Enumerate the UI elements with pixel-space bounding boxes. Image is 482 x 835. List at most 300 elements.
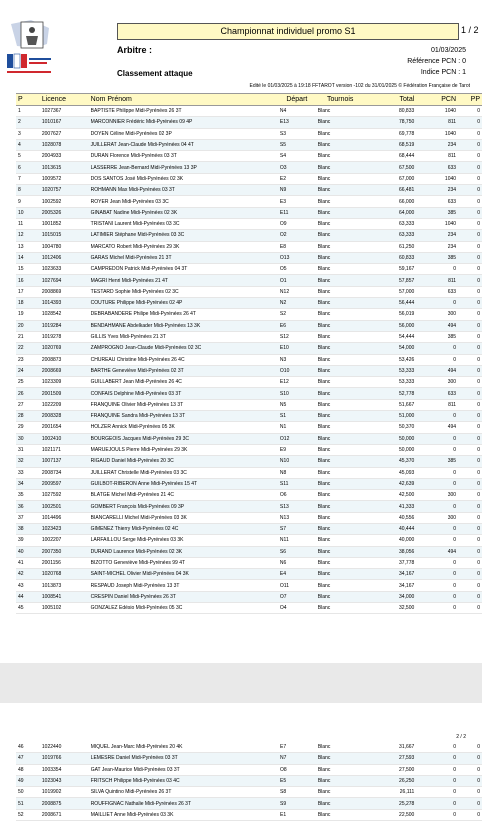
table-row bbox=[16, 742, 482, 753]
cell-tournois: Blanc bbox=[316, 275, 365, 286]
cell-position: 36 bbox=[16, 501, 40, 512]
ranking-table-continued bbox=[16, 742, 482, 821]
table-row bbox=[16, 444, 482, 455]
cell-pp: 0 bbox=[458, 173, 482, 184]
cell-tournois: Blanc bbox=[316, 591, 365, 602]
cell-name: FRANQUINE Sandra Midi-Pyrénées 13 3T bbox=[89, 411, 278, 422]
cell-position: 18 bbox=[16, 298, 40, 309]
cell-name: GUILBOT-RIBERON Anne Midi-Pyrénées 15 4T bbox=[89, 478, 278, 489]
cell-depart: E4 bbox=[278, 569, 316, 580]
cell-pcn: 0 bbox=[416, 764, 458, 775]
cell-total: 56,000 bbox=[365, 320, 417, 331]
cell-total: 68,519 bbox=[365, 139, 417, 150]
cell-depart: S11 bbox=[278, 478, 316, 489]
cell-total: 22,500 bbox=[365, 809, 417, 820]
cell-depart: O4 bbox=[278, 603, 316, 614]
cell-depart: S6 bbox=[278, 546, 316, 557]
cell-depart: O10 bbox=[278, 365, 316, 376]
cell-pcn: 0 bbox=[416, 591, 458, 602]
cell-pcn: 385 bbox=[416, 331, 458, 342]
cell-depart: N8 bbox=[278, 467, 316, 478]
cell-pp: 0 bbox=[458, 569, 482, 580]
cell-total: 41,333 bbox=[365, 501, 417, 512]
cell-total: 32,500 bbox=[365, 603, 417, 614]
cell-licence: 1019278 bbox=[40, 331, 89, 342]
cell-tournois: Blanc bbox=[316, 196, 365, 207]
cell-pp: 0 bbox=[458, 298, 482, 309]
cell-pp: 0 bbox=[458, 331, 482, 342]
page-number-2: 2 / 2 bbox=[456, 734, 466, 740]
cell-tournois: Blanc bbox=[316, 580, 365, 591]
cell-depart: E12 bbox=[278, 377, 316, 388]
cell-pp: 0 bbox=[458, 742, 482, 753]
cell-name: ROYER Jean Midi-Pyrénées 03 3C bbox=[89, 196, 278, 207]
cell-total: 61,250 bbox=[365, 241, 417, 252]
cell-tournois: Blanc bbox=[316, 501, 365, 512]
cell-name: ZAMPROGNO Jean-Claude Midi-Pyrénées 02 3C bbox=[89, 343, 278, 354]
cell-pcn: 0 bbox=[416, 467, 458, 478]
cell-position: 33 bbox=[16, 467, 40, 478]
cell-total: 45,370 bbox=[365, 456, 417, 467]
cell-licence: 1019766 bbox=[40, 753, 89, 764]
cell-pcn: 1040 bbox=[416, 128, 458, 139]
page-number: 1 / 2 bbox=[461, 25, 479, 35]
cell-pcn: 385 bbox=[416, 207, 458, 218]
cell-depart: O7 bbox=[278, 591, 316, 602]
table-row bbox=[16, 546, 482, 557]
cell-tournois: Blanc bbox=[316, 787, 365, 798]
cell-name: GAT Jean-Maurice Midi-Pyrénées 03 3T bbox=[89, 764, 278, 775]
cell-depart: O8 bbox=[278, 764, 316, 775]
table-row bbox=[16, 264, 482, 275]
cell-depart: N2 bbox=[278, 298, 316, 309]
cell-tournois: Blanc bbox=[316, 535, 365, 546]
cell-pcn: 0 bbox=[416, 523, 458, 534]
cell-pcn: 1040 bbox=[416, 218, 458, 229]
cell-name: MAILLIET Anne Midi-Pyrénées 03 3K bbox=[89, 809, 278, 820]
cell-depart: S3 bbox=[278, 128, 316, 139]
cell-tournois: Blanc bbox=[316, 241, 365, 252]
cell-pcn: 0 bbox=[416, 501, 458, 512]
ranking-title: Classement attaque bbox=[117, 69, 193, 78]
cell-licence: 1020768 bbox=[40, 569, 89, 580]
cell-total: 53,333 bbox=[365, 377, 417, 388]
cell-name: GUILLABERT Jean Midi-Pyrénées 26 4C bbox=[89, 377, 278, 388]
table-row bbox=[16, 422, 482, 433]
cell-pp: 0 bbox=[458, 343, 482, 354]
table-row bbox=[16, 162, 482, 173]
cell-licence: 1022440 bbox=[40, 742, 89, 753]
cell-tournois: Blanc bbox=[316, 456, 365, 467]
cell-pcn: 385 bbox=[416, 456, 458, 467]
cell-name: GIMENEZ Thierry Midi-Pyrénées 02 4C bbox=[89, 523, 278, 534]
cell-licence: 1013873 bbox=[40, 580, 89, 591]
cell-total: 25,278 bbox=[365, 798, 417, 809]
date: 01/03/2025 bbox=[430, 47, 466, 54]
cell-tournois: Blanc bbox=[316, 764, 365, 775]
cell-licence: 2004933 bbox=[40, 151, 89, 162]
cell-position: 4 bbox=[16, 139, 40, 150]
table-row bbox=[16, 580, 482, 591]
table-row bbox=[16, 411, 482, 422]
cell-total: 63,333 bbox=[365, 218, 417, 229]
cell-total: 53,333 bbox=[365, 365, 417, 376]
cell-pp: 0 bbox=[458, 241, 482, 252]
cell-depart: E6 bbox=[278, 320, 316, 331]
table-row bbox=[16, 388, 482, 399]
cell-name: LARFAILLOU Serge Midi-Pyrénées 03 3K bbox=[89, 535, 278, 546]
table-row bbox=[16, 185, 482, 196]
cell-pp: 0 bbox=[458, 117, 482, 128]
cell-pp: 0 bbox=[458, 809, 482, 820]
table-row bbox=[16, 309, 482, 320]
cell-pp: 0 bbox=[458, 444, 482, 455]
cell-position: 24 bbox=[16, 365, 40, 376]
cell-name: MAGRI Henri Midi-Pyrénées 21 4T bbox=[89, 275, 278, 286]
col-header-pcn: PCN bbox=[416, 94, 458, 106]
cell-total: 34,167 bbox=[365, 569, 417, 580]
col-header-depart: Départ bbox=[278, 94, 316, 106]
cell-licence: 1003354 bbox=[40, 764, 89, 775]
cell-pp: 0 bbox=[458, 218, 482, 229]
cell-depart: N9 bbox=[278, 185, 316, 196]
cell-tournois: Blanc bbox=[316, 128, 365, 139]
table-row bbox=[16, 467, 482, 478]
cell-tournois: Blanc bbox=[316, 433, 365, 444]
meta-info bbox=[407, 45, 466, 78]
cell-depart: N12 bbox=[278, 286, 316, 297]
cell-pcn: 0 bbox=[416, 343, 458, 354]
cell-tournois: Blanc bbox=[316, 411, 365, 422]
cell-position: 10 bbox=[16, 207, 40, 218]
cell-position: 46 bbox=[16, 742, 40, 753]
cell-position: 48 bbox=[16, 764, 40, 775]
cell-position: 20 bbox=[16, 320, 40, 331]
cell-total: 57,857 bbox=[365, 275, 417, 286]
cell-name: COUTURE Philippe Midi-Pyrénées 02 4P bbox=[89, 298, 278, 309]
cell-licence: 1020757 bbox=[40, 185, 89, 196]
cell-total: 67,500 bbox=[365, 162, 417, 173]
cell-tournois: Blanc bbox=[316, 331, 365, 342]
cell-total: 45,093 bbox=[365, 467, 417, 478]
table-row bbox=[16, 117, 482, 128]
cell-depart: E3 bbox=[278, 196, 316, 207]
cell-total: 40,444 bbox=[365, 523, 417, 534]
cell-depart: S4 bbox=[278, 151, 316, 162]
cell-position: 41 bbox=[16, 557, 40, 568]
cell-total: 53,426 bbox=[365, 354, 417, 365]
cell-total: 59,167 bbox=[365, 264, 417, 275]
table-row bbox=[16, 230, 482, 241]
cell-licence: 2001654 bbox=[40, 422, 89, 433]
cell-name: ROHMANN Max Midi-Pyrénées 03 3T bbox=[89, 185, 278, 196]
cell-pcn: 0 bbox=[416, 478, 458, 489]
cell-total: 51,667 bbox=[365, 399, 417, 410]
cell-licence: 2008734 bbox=[40, 467, 89, 478]
cell-licence: 1027592 bbox=[40, 490, 89, 501]
table-row bbox=[16, 196, 482, 207]
cell-pcn: 0 bbox=[416, 809, 458, 820]
cell-pcn: 633 bbox=[416, 162, 458, 173]
cell-pp: 0 bbox=[458, 207, 482, 218]
cell-pcn: 494 bbox=[416, 422, 458, 433]
cell-position: 30 bbox=[16, 433, 40, 444]
cell-depart: E2 bbox=[278, 173, 316, 184]
cell-pp: 0 bbox=[458, 139, 482, 150]
cell-pcn: 0 bbox=[416, 557, 458, 568]
table-row bbox=[16, 787, 482, 798]
cell-tournois: Blanc bbox=[316, 444, 365, 455]
cell-pp: 0 bbox=[458, 230, 482, 241]
cell-depart: S13 bbox=[278, 501, 316, 512]
cell-pp: 0 bbox=[458, 252, 482, 263]
cell-pp: 0 bbox=[458, 309, 482, 320]
cell-name: HOLZER Annick Midi-Pyrénées 05 3K bbox=[89, 422, 278, 433]
cell-total: 34,167 bbox=[365, 580, 417, 591]
cell-tournois: Blanc bbox=[316, 117, 365, 128]
cell-pp: 0 bbox=[458, 798, 482, 809]
cell-pcn: 234 bbox=[416, 230, 458, 241]
cell-licence: 1027367 bbox=[40, 106, 89, 117]
table-row bbox=[16, 809, 482, 820]
table-row bbox=[16, 275, 482, 286]
cell-name: GILLIS Yves Midi-Pyrénées 21 3T bbox=[89, 331, 278, 342]
table-row bbox=[16, 501, 482, 512]
cell-position: 15 bbox=[16, 264, 40, 275]
cell-licence: 1023633 bbox=[40, 264, 89, 275]
cell-depart: E11 bbox=[278, 207, 316, 218]
cell-licence: 1002410 bbox=[40, 433, 89, 444]
cell-tournois: Blanc bbox=[316, 230, 365, 241]
cell-position: 19 bbox=[16, 309, 40, 320]
cell-licence: 1008541 bbox=[40, 591, 89, 602]
cell-licence: 1005102 bbox=[40, 603, 89, 614]
cell-depart: E13 bbox=[278, 117, 316, 128]
table-row bbox=[16, 354, 482, 365]
table-row bbox=[16, 591, 482, 602]
cell-licence: 2007350 bbox=[40, 546, 89, 557]
cell-depart: E8 bbox=[278, 241, 316, 252]
table-row bbox=[16, 106, 482, 117]
col-header-tournois: Tournois bbox=[316, 94, 365, 106]
table-row bbox=[16, 207, 482, 218]
cell-pcn: 300 bbox=[416, 512, 458, 523]
cell-pp: 0 bbox=[458, 422, 482, 433]
cell-total: 50,000 bbox=[365, 433, 417, 444]
cell-name: BIANCARELLI Michel Midi-Pyrénées 03 3K bbox=[89, 512, 278, 523]
cell-tournois: Blanc bbox=[316, 512, 365, 523]
cell-pp: 0 bbox=[458, 399, 482, 410]
cell-name: MARCONNIER Frédéric Midi-Pyrénées 09 4P bbox=[89, 117, 278, 128]
cell-pp: 0 bbox=[458, 775, 482, 786]
cell-name: LEMESRE Daniel Midi-Pyrénées 03 3T bbox=[89, 753, 278, 764]
table-row bbox=[16, 512, 482, 523]
cell-licence: 1022209 bbox=[40, 399, 89, 410]
tournament-title: Championnat individuel promo S1 bbox=[117, 23, 459, 40]
cell-total: 69,778 bbox=[365, 128, 417, 139]
cell-licence: 1014496 bbox=[40, 512, 89, 523]
cell-depart: S10 bbox=[278, 388, 316, 399]
cell-pcn: 0 bbox=[416, 787, 458, 798]
cell-pcn: 0 bbox=[416, 603, 458, 614]
cell-pp: 0 bbox=[458, 264, 482, 275]
cell-name: BOURGEOIS Jacques Midi-Pyrénées 29 3C bbox=[89, 433, 278, 444]
cell-total: 57,000 bbox=[365, 286, 417, 297]
cell-total: 31,667 bbox=[365, 742, 417, 753]
cell-pp: 0 bbox=[458, 591, 482, 602]
cell-position: 49 bbox=[16, 775, 40, 786]
cell-total: 38,056 bbox=[365, 546, 417, 557]
cell-licence: 1010167 bbox=[40, 117, 89, 128]
cell-licence: 1020769 bbox=[40, 343, 89, 354]
table-row bbox=[16, 252, 482, 263]
cell-pcn: 0 bbox=[416, 298, 458, 309]
table-row bbox=[16, 218, 482, 229]
cell-depart: E5 bbox=[278, 775, 316, 786]
cell-pp: 0 bbox=[458, 286, 482, 297]
cell-depart: S8 bbox=[278, 787, 316, 798]
cell-pp: 0 bbox=[458, 523, 482, 534]
cell-tournois: Blanc bbox=[316, 173, 365, 184]
cell-pp: 0 bbox=[458, 196, 482, 207]
cell-tournois: Blanc bbox=[316, 490, 365, 501]
cell-name: GINABAT Nadine Midi-Pyrénées 02 3K bbox=[89, 207, 278, 218]
cell-position: 47 bbox=[16, 753, 40, 764]
table-row bbox=[16, 298, 482, 309]
cell-licence: 1023309 bbox=[40, 377, 89, 388]
cell-pp: 0 bbox=[458, 478, 482, 489]
cell-pp: 0 bbox=[458, 753, 482, 764]
cell-position: 12 bbox=[16, 230, 40, 241]
cell-depart: O11 bbox=[278, 580, 316, 591]
cell-tournois: Blanc bbox=[316, 365, 365, 376]
cell-depart: S9 bbox=[278, 798, 316, 809]
cell-position: 39 bbox=[16, 535, 40, 546]
cell-tournois: Blanc bbox=[316, 399, 365, 410]
cell-position: 37 bbox=[16, 512, 40, 523]
cell-depart: N10 bbox=[278, 456, 316, 467]
cell-name: CAMPREDON Patrick Midi-Pyrénées 04 3T bbox=[89, 264, 278, 275]
table-row bbox=[16, 798, 482, 809]
cell-licence: 1004780 bbox=[40, 241, 89, 252]
cell-tournois: Blanc bbox=[316, 422, 365, 433]
cell-tournois: Blanc bbox=[316, 354, 365, 365]
cell-depart: N3 bbox=[278, 354, 316, 365]
cell-tournois: Blanc bbox=[316, 603, 365, 614]
cell-pp: 0 bbox=[458, 185, 482, 196]
cell-pp: 0 bbox=[458, 275, 482, 286]
table-header-row bbox=[16, 94, 482, 106]
cell-position: 27 bbox=[16, 399, 40, 410]
cell-pcn: 234 bbox=[416, 185, 458, 196]
cell-name: JUILLERAT Christelle Midi-Pyrénées 03 3C bbox=[89, 467, 278, 478]
cell-position: 1 bbox=[16, 106, 40, 117]
cell-position: 52 bbox=[16, 809, 40, 820]
col-header-p: P bbox=[16, 94, 40, 106]
cell-licence: 1027694 bbox=[40, 275, 89, 286]
cell-name: FRANQUINE Olivier Midi-Pyrénées 13 3T bbox=[89, 399, 278, 410]
col-header-licence: Licence bbox=[40, 94, 89, 106]
cell-name: BENDAHMANE Abdelkader Midi-Pyrénées 13 3K bbox=[89, 320, 278, 331]
cell-name: CRESPIN Daniel Midi-Pyrénées 26 3T bbox=[89, 591, 278, 602]
cell-tournois: Blanc bbox=[316, 106, 365, 117]
cell-pp: 0 bbox=[458, 603, 482, 614]
fftarot-logo-icon bbox=[5, 18, 57, 78]
cell-pp: 0 bbox=[458, 320, 482, 331]
cell-depart: E7 bbox=[278, 742, 316, 753]
cell-pcn: 0 bbox=[416, 742, 458, 753]
cell-name: ROUFFIGNAC Nathalie Midi-Pyrénées 26 3T bbox=[89, 798, 278, 809]
cell-position: 8 bbox=[16, 185, 40, 196]
cell-total: 27,500 bbox=[365, 764, 417, 775]
cell-pp: 0 bbox=[458, 467, 482, 478]
cell-name: RESPAUD Joseph Midi-Pyrénées 13 3T bbox=[89, 580, 278, 591]
cell-position: 51 bbox=[16, 798, 40, 809]
cell-depart: S5 bbox=[278, 139, 316, 150]
cell-depart: S12 bbox=[278, 331, 316, 342]
cell-position: 35 bbox=[16, 490, 40, 501]
cell-name: BLATGE Michel Midi-Pyrénées 21 4C bbox=[89, 490, 278, 501]
cell-name: BAPTISTE Philippe Midi-Pyrénées 26 3T bbox=[89, 106, 278, 117]
table-row bbox=[16, 331, 482, 342]
cell-pp: 0 bbox=[458, 377, 482, 388]
cell-licence: 1019902 bbox=[40, 787, 89, 798]
cell-licence: 1002501 bbox=[40, 501, 89, 512]
cell-depart: O12 bbox=[278, 433, 316, 444]
cell-depart: O9 bbox=[278, 218, 316, 229]
col-header-total: Total bbox=[365, 94, 417, 106]
table-row bbox=[16, 456, 482, 467]
cell-licence: 2009597 bbox=[40, 478, 89, 489]
table-row bbox=[16, 173, 482, 184]
cell-total: 66,481 bbox=[365, 185, 417, 196]
table-row bbox=[16, 241, 482, 252]
cell-pp: 0 bbox=[458, 388, 482, 399]
cell-name: DEBRABANDERE Philipe Midi-Pyrénées 26 4T bbox=[89, 309, 278, 320]
cell-tournois: Blanc bbox=[316, 467, 365, 478]
cell-total: 78,750 bbox=[365, 117, 417, 128]
cell-pcn: 811 bbox=[416, 117, 458, 128]
cell-name: GONZALEZ Edésio Midi-Pyrénées 05 3C bbox=[89, 603, 278, 614]
cell-total: 50,000 bbox=[365, 444, 417, 455]
cell-name: MARUEJOULS Pierre Midi-Pyrénées 29 3K bbox=[89, 444, 278, 455]
cell-position: 5 bbox=[16, 151, 40, 162]
cell-licence: 2007627 bbox=[40, 128, 89, 139]
cell-total: 40,000 bbox=[365, 535, 417, 546]
cell-depart: O13 bbox=[278, 252, 316, 263]
cell-name: GARAS Michel Midi-Pyrénées 21 3T bbox=[89, 252, 278, 263]
table-row bbox=[16, 569, 482, 580]
cell-total: 80,833 bbox=[365, 106, 417, 117]
cell-position: 26 bbox=[16, 388, 40, 399]
cell-pp: 0 bbox=[458, 151, 482, 162]
cell-tournois: Blanc bbox=[316, 775, 365, 786]
cell-licence: 2008328 bbox=[40, 411, 89, 422]
cell-tournois: Blanc bbox=[316, 185, 365, 196]
table-row bbox=[16, 320, 482, 331]
cell-position: 2 bbox=[16, 117, 40, 128]
cell-pcn: 0 bbox=[416, 264, 458, 275]
cell-name: LASSERRE Jean-Bernard Midi-Pyrénées 13 3P bbox=[89, 162, 278, 173]
cell-position: 7 bbox=[16, 173, 40, 184]
cell-pcn: 0 bbox=[416, 775, 458, 786]
cell-pcn: 0 bbox=[416, 569, 458, 580]
cell-licence: 2008669 bbox=[40, 365, 89, 376]
cell-pcn: 0 bbox=[416, 411, 458, 422]
cell-total: 63,333 bbox=[365, 230, 417, 241]
cell-tournois: Blanc bbox=[316, 207, 365, 218]
col-header-pp: PP bbox=[458, 94, 482, 106]
